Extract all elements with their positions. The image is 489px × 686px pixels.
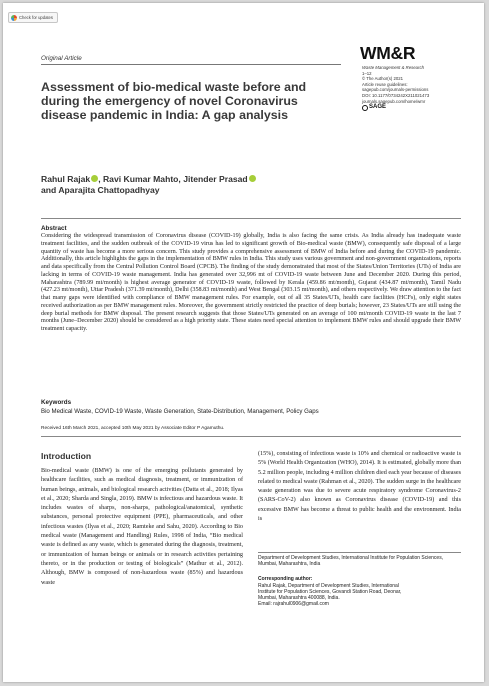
check-for-updates-badge[interactable]	[8, 12, 58, 23]
journal-copyright: © The Author(s) 2021	[362, 76, 404, 82]
check-for-updates-label: Check for updates	[19, 15, 53, 20]
header-divider	[41, 64, 341, 65]
corresponding-line: Mumbai, Maharashtra 400088, India.	[258, 595, 340, 602]
received-dates: Received 16th March 2021, accepted 10th May 2021 by Associate Editor P Agamuthu.	[41, 426, 225, 431]
sage-label: SAGE	[369, 104, 387, 111]
journal-url[interactable]: journals.sagepub.com/home/wmr	[362, 98, 426, 104]
journal-logo: WM&R	[360, 43, 416, 63]
article-type: Original Article	[41, 55, 82, 62]
journal-reuse: Article reuse guidelines:	[362, 81, 408, 87]
author-list	[41, 174, 291, 196]
article-page	[3, 3, 484, 682]
introduction-heading: Introduction	[41, 451, 92, 461]
introduction-right-column: (15%), consisting of infectious waste is 10% and chemical or radioactive waste is 5% (World Health Organization (WHO), 2014). It is estimated, globally more than 5.2 million people, including 4 million children died each year because of diseases related to medical waste (Rahman et al., 2020). The sudden surge in the healthcare waste generation was due to severe acute respiratory syndrome Coronavirus-2 (SARS-CoV-2) also known as Coronavirus disease (COVID-19) and this excessive BMW has become a threat to public health and the environment. India is	[258, 451, 462, 523]
article-title: Assessment of bio-medical waste before and during the emergency of novel Coronavirus disease pandemic in India: A gap analysis	[41, 80, 307, 122]
author-name: Rahul Rajak	[41, 174, 91, 184]
journal-pages: 1–12	[362, 70, 372, 76]
journal-doi[interactable]: DOI: 10.1177/0734242X211021473	[362, 92, 430, 98]
keywords-heading: Keywords	[41, 399, 72, 406]
journal-reuse-link[interactable]: sagepub.com/journals-permissions	[362, 87, 429, 93]
corresponding-line: Institute for Population Sciences, Govandi Station Road, Deonar,	[258, 589, 402, 596]
keywords-text: Bio Medical Waste, COVID-19 Waste, Waste Generation, State-Distribution, Management, Policy Gaps	[41, 408, 319, 415]
journal-name: Waste Management & Research	[362, 65, 425, 70]
corresponding-author-details	[258, 583, 461, 607]
orcid-icon[interactable]	[249, 175, 256, 182]
corresponding-email[interactable]: Email: rajrahul0906@gmail.com	[258, 601, 329, 608]
author-affiliation: Department of Development Studies, International Institute for Population Sciences, Mumbai, Maharashtra, India	[258, 555, 444, 568]
corresponding-author-heading: Corresponding author:	[258, 576, 313, 582]
journal-info	[362, 65, 457, 111]
sage-circle-icon	[362, 105, 368, 111]
sage-logo	[362, 105, 457, 111]
author-name: , Ravi Kumar Mahto, Jitender Prasad	[98, 174, 248, 184]
abstract-top-divider	[41, 218, 461, 219]
abstract-text: Considering the widespread transmission of Coronavirus disease (COVID-19) globally, India is also facing the same crisis. As India already has inadequate waste treatment facilities, and the sudden outbreak of the COVID-19 virus has led to significant growth of Bio-medical waste (BMW), consequently safe disposal of a large quantity of waste has become a more serious concern. This study provides a comprehensive assessment of BMW of India before and during the COVID-19 pandemic. Additionally, this article highlights the gaps in the implementation of BMW rules in India. This study uses various government and non-government organizations, reports and data specifically from the Central Pollution Control Board (CPCB). The finding of the study demonstrated that most of the States/Union Territories (UTs) of India are lacking in terms of COVID-19 waste management. India has generated over 32,996 mt of COVID-19 waste between June and December 2020. During this period, Maharashtra (789.99 mt/month) is highest average generator of COVID-19 waste, followed by Kerala (459.86 mt/month), Gujarat (434.87 mt/month), Tamil Nadu (427.23 mt/month), Uttar Pradesh (371.39 mt/month), Delhi (358.83 mt/month) and West Bengal (303.15 mt/month), and others respectively. We draw attention to the fact that many gaps were identified with compliance of BMW management rules. For example, out of all 35 States/UTs, health care facilities (HCFs), only eight states received authorization as per BMW management rules. Moreover, the government strictly restricted the practice of deep burials; however, 23 States/UTs are still using the deep burial methods for BMW disposal. The present research suggests that those States/UTs generated on an average of 100 mt/month COVID-19 waste in the last 7 months (June–December 2020) should be considered as a high priority state. These states need special attention to implement BMW rules and should upgrade their BMW treatment capacity.	[41, 233, 461, 332]
corresponding-line: Rahul Rajak, Department of Development Studies, International	[258, 583, 399, 589]
footnote-divider	[258, 552, 461, 553]
crossmark-icon	[11, 15, 17, 21]
introduction-left-column: Bio-medical waste (BMW) is one of the emerging pollutants generated by healthcare facilities, such as medical diagnosis, treatment, or immunization of human beings, animals, and biological research activities (Datta et al., 2018; Ilyas et al., 2020; Sharda and Singla, 2019). BMW is infectious and hazardous waste. It includes wastes of sharps, non-sharps, pathological/anatomical, synthetic substances, personal protective equipment (PPE), pharmaceuticals, and other infectious wastes (Ilyas et al., 2020; Ramteke and Sahu, 2020). According to Bio medical waste (Management and Handling) Rules, 1998 of India, “Bio medical waste is defined as any waste, which is generated during the diagnosis, treatment, or immunization of human beings or animals or in research activities pertaining thereto, or in the production or testing of biologicals” (Mathur et al., 2012). Although, BMW is composed of non-hazardous waste (85%) and hazardous waste	[41, 468, 243, 586]
abstract-bottom-divider	[41, 436, 461, 437]
abstract-heading: Abstract	[41, 225, 67, 232]
author-name: and Aparajita Chattopadhyay	[41, 185, 160, 195]
